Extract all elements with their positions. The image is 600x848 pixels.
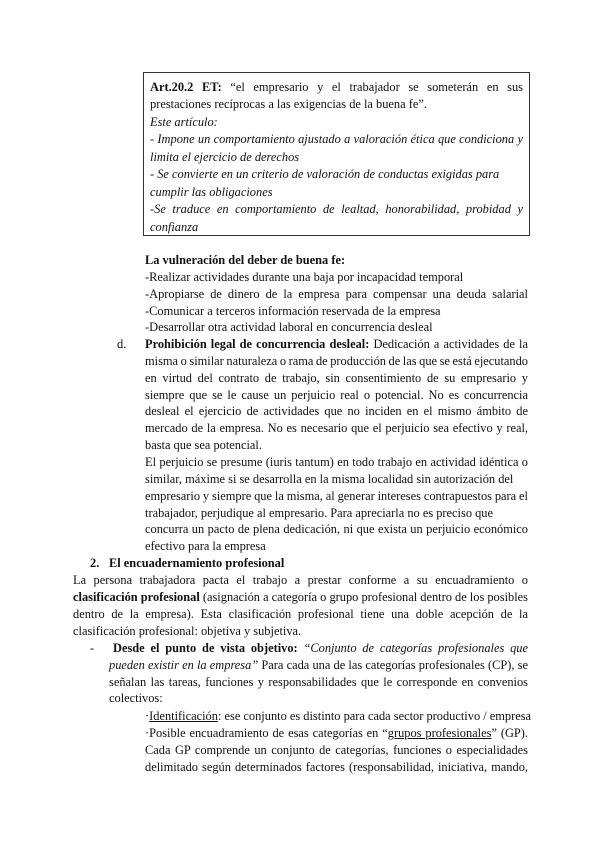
text-run: colectivos:	[109, 691, 163, 705]
body-line	[145, 403, 528, 419]
body-line	[145, 370, 528, 386]
text-run: “Conjunto de categorías profesionales que	[297, 641, 528, 655]
text-run: concurra un pacto de plena dedicación, ni que exista un perjuicio económico	[145, 522, 528, 536]
text-run: ·Posible encuadramiento de esas categorías en “	[145, 726, 388, 740]
body-line	[109, 555, 284, 571]
text-run: señalan las tareas, funciones y responsabilidades que le corresponde en convenios	[109, 675, 528, 689]
body-line	[145, 471, 513, 487]
text-run: - Impone un comportamiento ajustado a valoración ética que condiciona y	[150, 132, 523, 146]
text-run: -Realizar actividades durante una baja por incapacidad temporal	[145, 270, 464, 284]
box-line	[150, 184, 273, 200]
body-line	[109, 690, 163, 706]
body-line	[145, 708, 531, 724]
text-run: -Desarrollar otra actividad laboral en concurrencia desleal	[145, 320, 433, 334]
bold-text: clasificación profesional	[73, 590, 200, 604]
list-marker: -	[90, 641, 95, 655]
body-line	[145, 387, 528, 403]
box-line	[150, 149, 299, 165]
body-line	[113, 640, 528, 656]
text-run: siempre que se le cause un perjuicio real o potencial. No es concurrencia	[145, 388, 528, 402]
text-run: clasificación profesional: objetiva y subjetiva.	[73, 624, 302, 638]
text-run: Este artículo:	[150, 115, 218, 129]
body-line	[73, 589, 528, 605]
body-line	[109, 657, 528, 673]
text-run: ·	[145, 709, 150, 723]
text-run: Dedicación a actividades de la	[369, 337, 528, 351]
text-run: prestaciones recíprocas a las exigencias de la buena fe”.	[150, 97, 427, 111]
box-line	[150, 166, 499, 182]
body-line	[145, 454, 528, 470]
text-run: -Apropiarse de dinero de la empresa para compensar una deuda salarial	[145, 287, 528, 301]
text-run: delimitado según determinados factores (responsabilidad, iniciativa, mando,	[145, 760, 528, 774]
text-run: basta que sea potencial.	[145, 438, 262, 452]
text-run: misma o similar naturaleza o rama de producción de las que se está ejecutando	[145, 354, 528, 368]
underlined-text: Identificación	[149, 709, 218, 723]
text-run: empresario y siempre que la misma, al generar intereses contrapuestos para el	[145, 489, 528, 503]
text-run: “el empresario y el trabajador se someterán en sus	[221, 80, 523, 94]
body-line	[145, 269, 463, 285]
text-run: trabajador, perjudique al empresario. Para apreciarla no es preciso que	[145, 506, 494, 520]
body-line	[73, 623, 301, 639]
body-line	[145, 725, 528, 741]
body-line	[145, 538, 266, 554]
body-line	[145, 303, 441, 319]
text-run: similar, máxime si se desarrolla en la misma localidad sin autorización del	[145, 472, 514, 486]
box-line	[150, 201, 523, 217]
text-run: (asignación a categoría o grupo profesional dentro de los posibles	[199, 590, 528, 604]
text-run: -Comunicar a terceros información reservada de la empresa	[145, 304, 441, 318]
body-line	[145, 336, 528, 352]
text-run: La persona trabajadora pacta el trabajo a prestar conforme a su encuadramiento o	[73, 573, 528, 587]
bold-text: El encuadernamiento profesional	[109, 556, 285, 570]
text-run: limita el ejercicio de derechos	[150, 150, 300, 164]
box-line	[150, 219, 198, 235]
list-marker: d.	[117, 337, 127, 351]
text-run: -Se traduce en comportamiento de lealtad, honorabilidad, probidad y	[150, 202, 523, 216]
body-line	[145, 742, 528, 758]
body-line	[145, 252, 345, 268]
body-line	[145, 353, 528, 369]
body-line	[145, 319, 433, 335]
text-run: confianza	[150, 220, 199, 234]
bold-text: La vulneración del deber de buena fe:	[145, 253, 346, 267]
text-run: : ese conjunto es distinto para cada sector productivo / empresa	[217, 709, 532, 723]
body-line	[145, 286, 528, 302]
text-run: - Se convierte en un criterio de valoración de conductas exigidas para	[150, 167, 500, 181]
text-run: mercado de la empresa. No es necesario que el perjuicio sea efectivo y real,	[145, 421, 528, 435]
bold-text: Prohibición legal de concurrencia desleal:	[145, 337, 370, 351]
body-line	[145, 420, 528, 436]
text-run: Cada GP comprende un conjunto de categorías, funciones o especialidades	[145, 743, 528, 757]
text-run: dentro de la empresa). Esta clasificación profesional tiene una doble acepción de la	[73, 607, 528, 621]
body-line	[145, 759, 528, 775]
text-run: ” (GP).	[491, 726, 529, 740]
body-line	[145, 521, 528, 537]
body-line	[145, 488, 528, 504]
body-line	[145, 505, 493, 521]
text-run: efectivo para la empresa	[145, 539, 266, 553]
list-marker: 2.	[90, 556, 100, 570]
body-line	[73, 606, 528, 622]
text-run: pueden existir en la empresa”	[109, 658, 259, 672]
box-line	[150, 79, 523, 95]
bold-text: Art.20.2 ET:	[150, 80, 222, 94]
box-line	[150, 96, 427, 112]
body-line	[73, 572, 528, 588]
text-run: El perjuicio se presume (iuris tantum) en todo trabajo en actividad idéntica o	[145, 455, 528, 469]
box-line	[150, 114, 218, 130]
text-run: cumplir las obligaciones	[150, 185, 273, 199]
text-run: en virtud del contrato de trabajo, sin consentimiento de su empresario y	[145, 371, 528, 385]
body-line	[109, 674, 528, 690]
text-run: desleal el ejercicio de actividades que no inciden en el mismo ámbito de	[145, 404, 528, 418]
text-run: Para cada una de las categorías profesionales (CP), se	[258, 658, 528, 672]
bold-text: Desde el punto de vista objetivo:	[113, 641, 298, 655]
underlined-text: grupos profesionales	[387, 726, 492, 740]
box-line	[150, 131, 523, 147]
body-line	[145, 437, 262, 453]
